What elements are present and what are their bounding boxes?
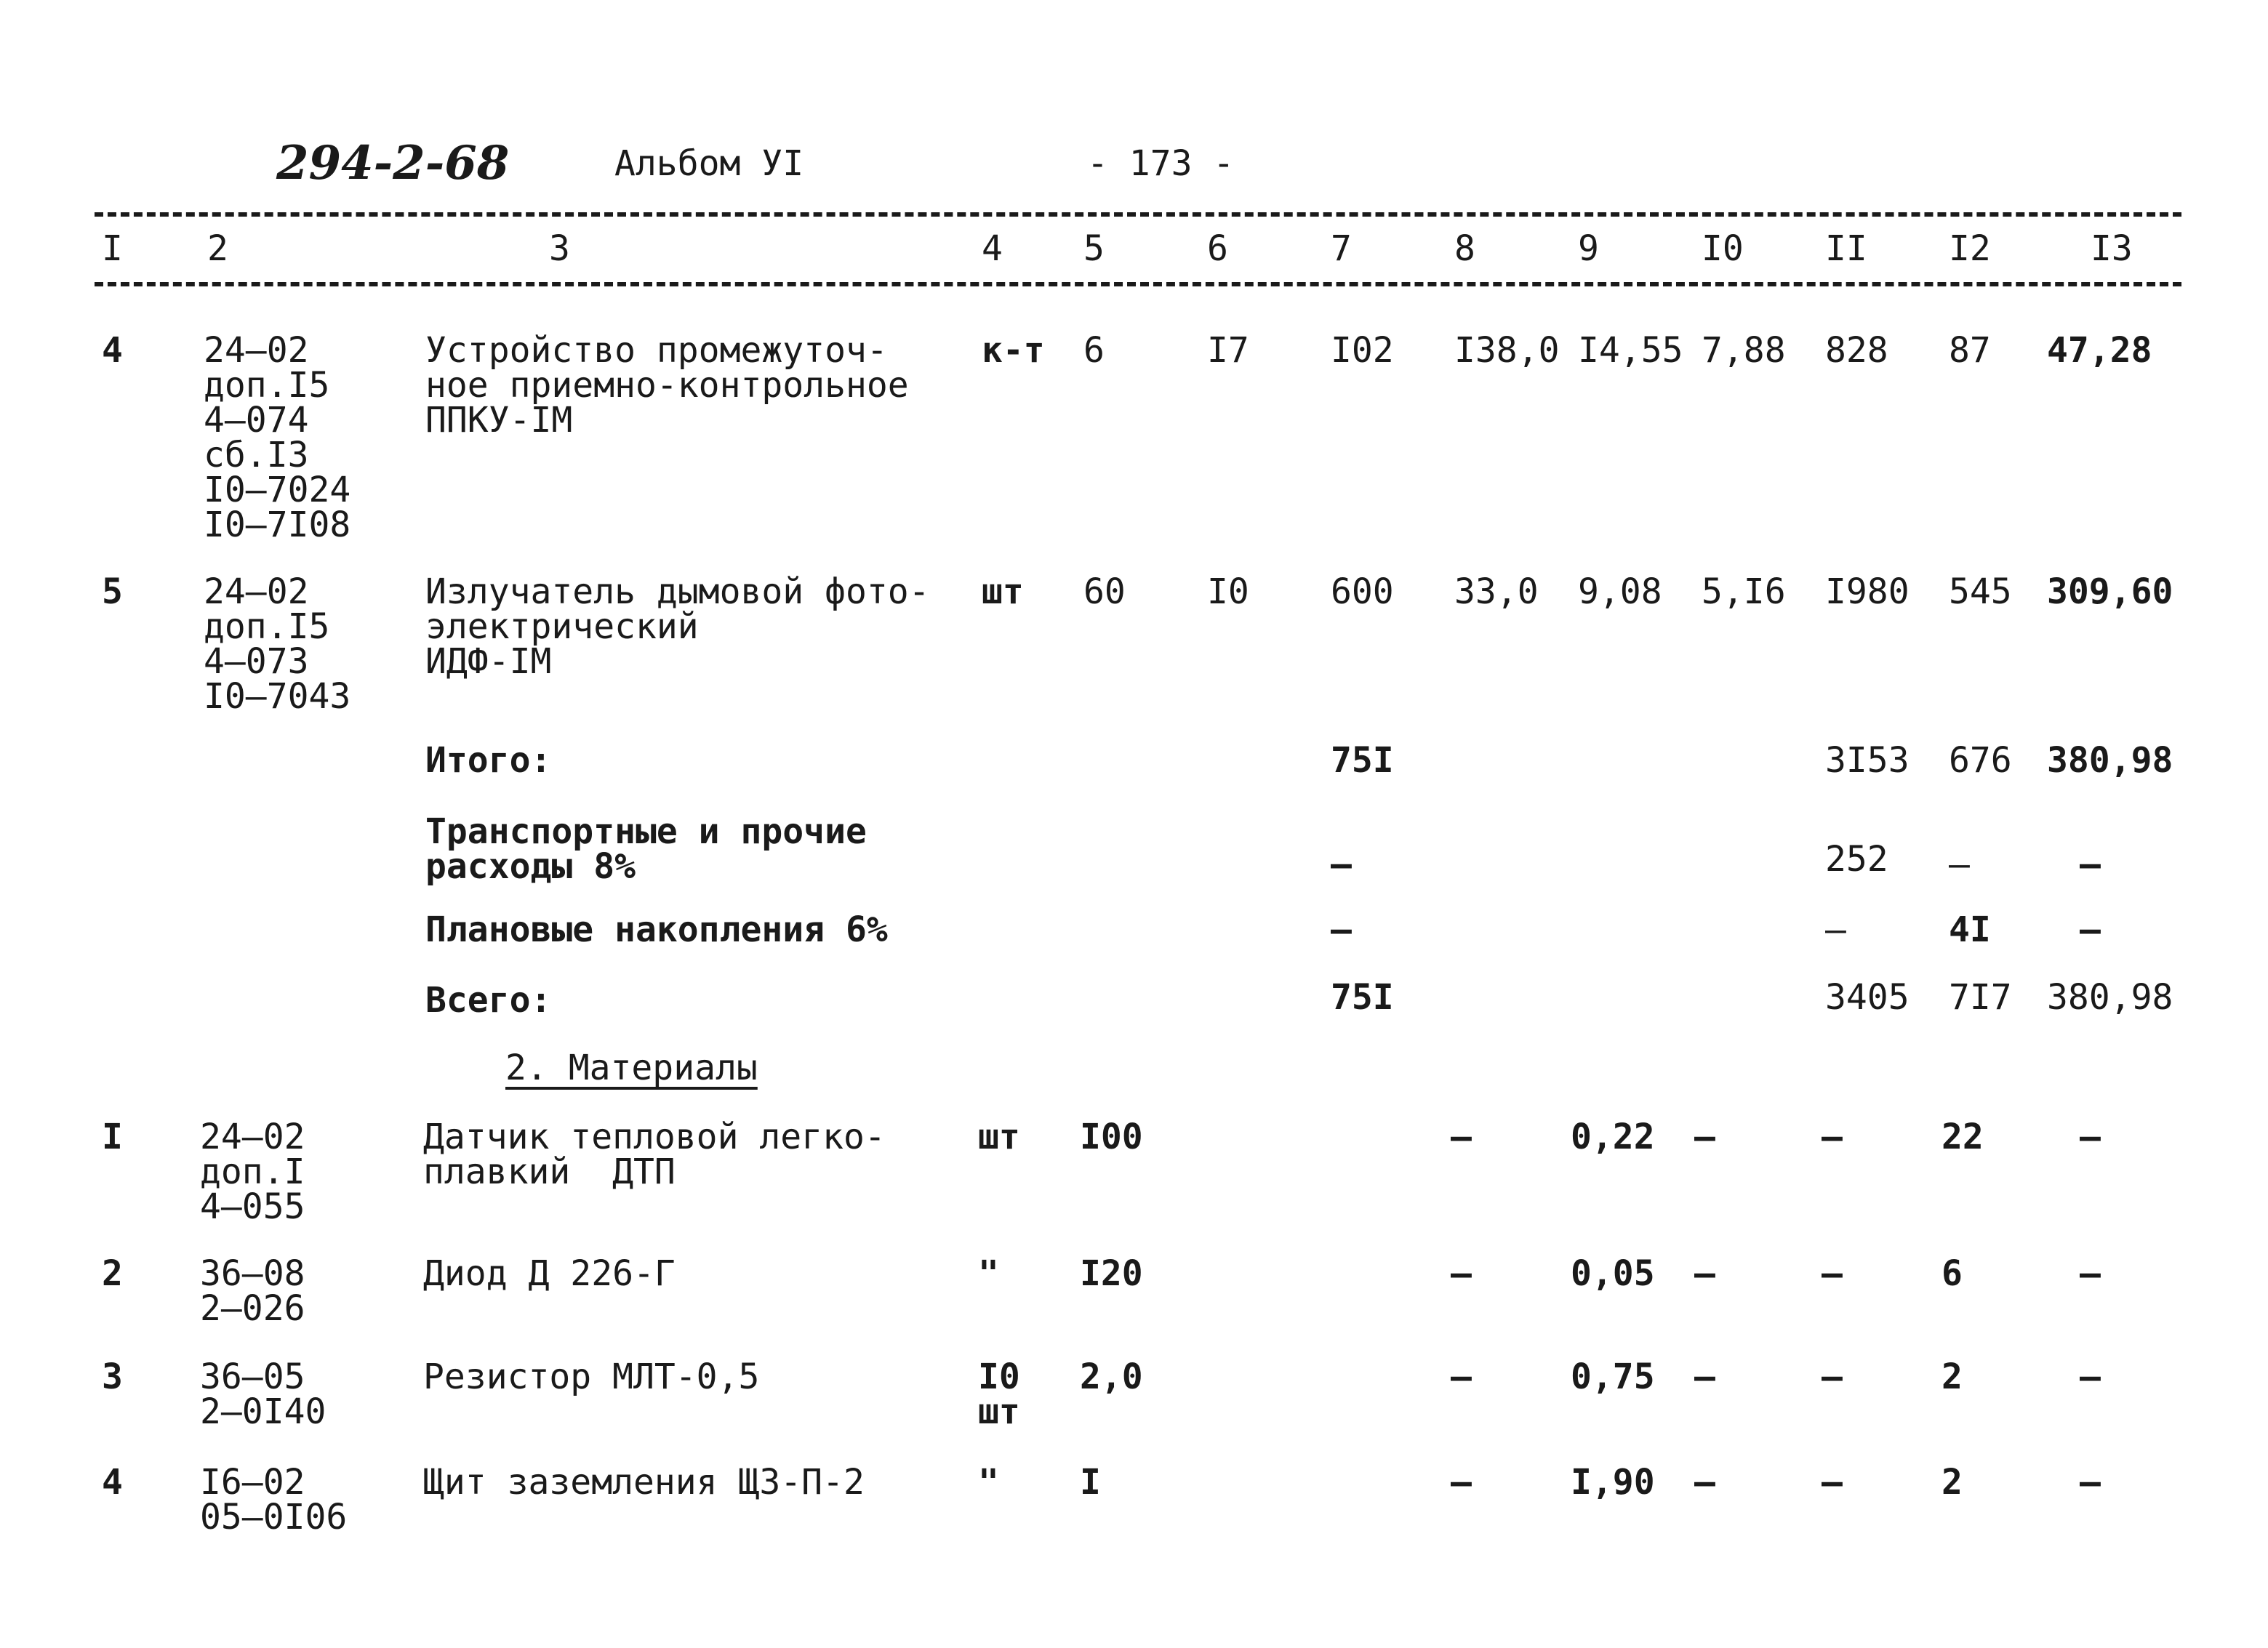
material-number: 3	[102, 1356, 123, 1397]
totals-col12: 7I7	[1949, 977, 2012, 1018]
column-header-11: II	[1825, 228, 1867, 269]
material-name: Резистор МЛТ-0,5	[423, 1356, 760, 1397]
material-qty: I00	[1080, 1117, 1143, 1157]
column-header-13: I3	[2091, 228, 2133, 269]
column-header-9: 9	[1578, 228, 1599, 269]
material-col10: –	[1694, 1253, 1715, 1294]
material-unit: шт	[978, 1117, 1020, 1157]
material-col8: –	[1451, 1253, 1472, 1294]
material-col13: –	[2080, 1356, 2101, 1397]
page-number: - 173 -	[1087, 143, 1235, 184]
row-col12: 545	[1949, 571, 2012, 612]
material-col8: –	[1451, 1462, 1472, 1503]
totals-col12: –	[1949, 844, 1970, 885]
row-col13: 47,28	[2047, 330, 2152, 371]
column-header-2: 2	[207, 228, 228, 269]
header-top-rule	[95, 212, 2181, 217]
column-header-1: I	[102, 228, 123, 269]
row-unit: шт	[982, 571, 1024, 612]
column-header-6: 6	[1207, 228, 1228, 269]
totals-col11: 3405	[1825, 977, 1910, 1018]
material-col9: 0,22	[1571, 1117, 1655, 1157]
material-code: 36–05 2–0I40	[200, 1356, 326, 1432]
row-col10: 5,I6	[1702, 571, 1786, 612]
row-code: 24–02 доп.I5 4–074 сб.I3 I0–7024 I0–7I08	[204, 330, 351, 545]
totals-col13: 380,98	[2047, 740, 2173, 781]
row-col13: 309,60	[2047, 571, 2173, 612]
row-number: 5	[102, 571, 123, 612]
material-col12: 22	[1942, 1117, 1984, 1157]
material-col9: 0,75	[1571, 1356, 1655, 1397]
material-name: Щит заземления ЩЗ-П-2	[423, 1462, 865, 1503]
row-col6: I0	[1207, 571, 1249, 612]
material-col13: –	[2080, 1117, 2101, 1157]
material-unit: I0 шт	[978, 1356, 1020, 1432]
album-label: Альбом УI	[614, 143, 804, 184]
totals-col7: 75I	[1331, 977, 1394, 1018]
row-col6: I7	[1207, 330, 1249, 371]
row-code: 24–02 доп.I5 4–073 I0–7043	[204, 571, 351, 717]
column-header-7: 7	[1331, 228, 1352, 269]
material-col10: –	[1694, 1462, 1715, 1503]
material-qty: I20	[1080, 1253, 1143, 1294]
material-col11: –	[1822, 1356, 1843, 1397]
row-col7: 600	[1331, 571, 1394, 612]
material-number: 2	[102, 1253, 123, 1294]
totals-col7: –	[1331, 844, 1352, 885]
material-col12: 6	[1942, 1253, 1963, 1294]
totals-col11: –	[1825, 909, 1846, 950]
material-code: I6–02 05–0I06	[200, 1462, 348, 1538]
material-col10: –	[1694, 1117, 1715, 1157]
material-col11: –	[1822, 1117, 1843, 1157]
document-number: 294-2-68	[276, 136, 510, 190]
row-col12: 87	[1949, 330, 1991, 371]
material-qty: I	[1080, 1462, 1101, 1503]
material-col8: –	[1451, 1117, 1472, 1157]
header-bottom-rule	[95, 282, 2181, 286]
row-qty: 60	[1083, 571, 1126, 612]
material-col12: 2	[1942, 1462, 1963, 1503]
material-col8: –	[1451, 1356, 1472, 1397]
column-header-3: 3	[549, 228, 570, 269]
row-col10: 7,88	[1702, 330, 1786, 371]
material-col12: 2	[1942, 1356, 1963, 1397]
totals-label: Итого:	[425, 740, 552, 781]
material-code: 36–08 2–026	[200, 1253, 305, 1329]
row-col8: I38,0	[1454, 330, 1560, 371]
totals-label: Всего:	[425, 980, 552, 1021]
material-name: Датчик тепловой легко- плавкий ДТП	[423, 1117, 886, 1192]
row-qty: 6	[1083, 330, 1105, 371]
row-col9: 9,08	[1578, 571, 1662, 612]
material-qty: 2,0	[1080, 1356, 1143, 1397]
column-header-4: 4	[982, 228, 1003, 269]
row-col7: I02	[1331, 330, 1394, 371]
material-col13: –	[2080, 1253, 2101, 1294]
totals-label: Транспортные и прочие расходы 8%	[425, 811, 867, 887]
totals-col7: –	[1331, 909, 1352, 950]
totals-label: Плановые накопления 6%	[425, 909, 888, 950]
material-unit: "	[978, 1253, 999, 1294]
totals-col13: –	[2080, 909, 2101, 950]
material-name: Диод Д 226-Г	[423, 1253, 676, 1294]
row-name: Устройство промежуточ- ное приемно-контрольное ППКУ-IМ	[425, 330, 909, 441]
totals-col7: 75I	[1331, 740, 1394, 781]
totals-col11: 252	[1825, 839, 1888, 880]
material-number: I	[102, 1117, 123, 1157]
row-unit: к-т	[982, 330, 1045, 371]
column-header-12: I2	[1949, 228, 1991, 269]
material-col13: –	[2080, 1462, 2101, 1503]
row-name: Излучатель дымовой фото- электрический ИДФ-IМ	[425, 571, 930, 682]
row-number: 4	[102, 330, 123, 371]
row-col8: 33,0	[1454, 571, 1539, 612]
row-col11: 828	[1825, 330, 1888, 371]
totals-col13: 380,98	[2047, 977, 2173, 1018]
material-unit: "	[978, 1462, 999, 1503]
material-code: 24–02 доп.I 4–055	[200, 1117, 305, 1227]
material-col11: –	[1822, 1462, 1843, 1503]
section-title: 2. Материалы	[505, 1048, 758, 1088]
totals-col13: –	[2080, 844, 2101, 885]
material-col11: –	[1822, 1253, 1843, 1294]
totals-col12: 4I	[1949, 909, 1991, 950]
material-col9: 0,05	[1571, 1253, 1655, 1294]
column-header-10: I0	[1702, 228, 1744, 269]
column-header-8: 8	[1454, 228, 1475, 269]
material-number: 4	[102, 1462, 123, 1503]
column-header-5: 5	[1083, 228, 1105, 269]
totals-col11: 3I53	[1825, 740, 1910, 781]
material-col9: I,90	[1571, 1462, 1655, 1503]
totals-col12: 676	[1949, 740, 2012, 781]
material-col10: –	[1694, 1356, 1715, 1397]
row-col9: I4,55	[1578, 330, 1683, 371]
row-col11: I980	[1825, 571, 1910, 612]
